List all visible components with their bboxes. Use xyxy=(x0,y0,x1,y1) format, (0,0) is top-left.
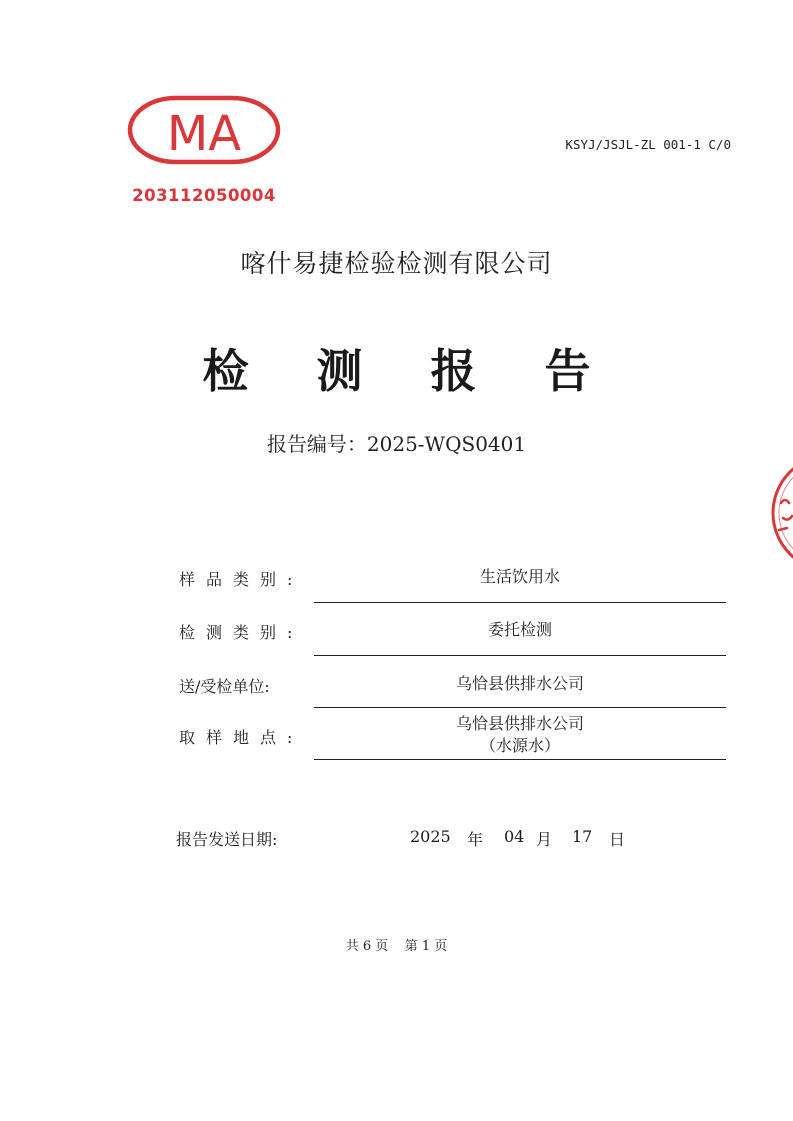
sample-category-value: 生活饮用水 xyxy=(479,567,560,586)
issue-date-year-unit: 年 xyxy=(467,830,484,849)
seal-graphic xyxy=(761,448,793,578)
test-category-label: 检测类别: xyxy=(179,623,304,642)
field-underline xyxy=(314,655,726,656)
ma-stamp-letters: MA xyxy=(166,106,242,162)
company-name: 喀什易捷检验检测有限公司 xyxy=(240,249,553,278)
sampling-location-label: 取样地点: xyxy=(179,728,304,747)
issue-date-label: 报告发送日期: xyxy=(176,830,278,849)
report-title: 检 测 报 告 xyxy=(202,344,617,398)
field-underline xyxy=(314,759,726,760)
sampling-location-value: 乌恰县供排水公司 xyxy=(455,714,584,733)
field-underline xyxy=(314,602,726,603)
page-indicator: 共 6 页 第 1 页 xyxy=(345,939,448,954)
ma-accreditation-stamp xyxy=(126,92,282,210)
client-unit-value: 乌恰县供排水公司 xyxy=(455,674,584,693)
sample-category-label: 样品类别: xyxy=(179,570,304,589)
client-unit-label: 送/受检单位: xyxy=(179,677,270,696)
issue-date-month: 04 xyxy=(504,827,525,846)
issue-date-day: 17 xyxy=(572,827,593,846)
report-number: 报告编号：2025-WQS0401 xyxy=(266,432,527,456)
issue-date-year: 2025 xyxy=(410,827,451,846)
sampling-location-value-line2: （水源水） xyxy=(479,736,560,755)
issue-date-day-unit: 日 xyxy=(609,830,626,849)
field-underline xyxy=(314,707,726,708)
ma-stamp-number: 203112050004 xyxy=(132,186,276,205)
document-code: KSYJ/JSJL-ZL 001-1 C/0 xyxy=(565,137,731,152)
company-seal-partial xyxy=(761,448,793,578)
test-category-value: 委托检测 xyxy=(487,620,552,639)
issue-date-month-unit: 月 xyxy=(536,830,553,849)
ma-stamp-graphic xyxy=(126,92,282,210)
